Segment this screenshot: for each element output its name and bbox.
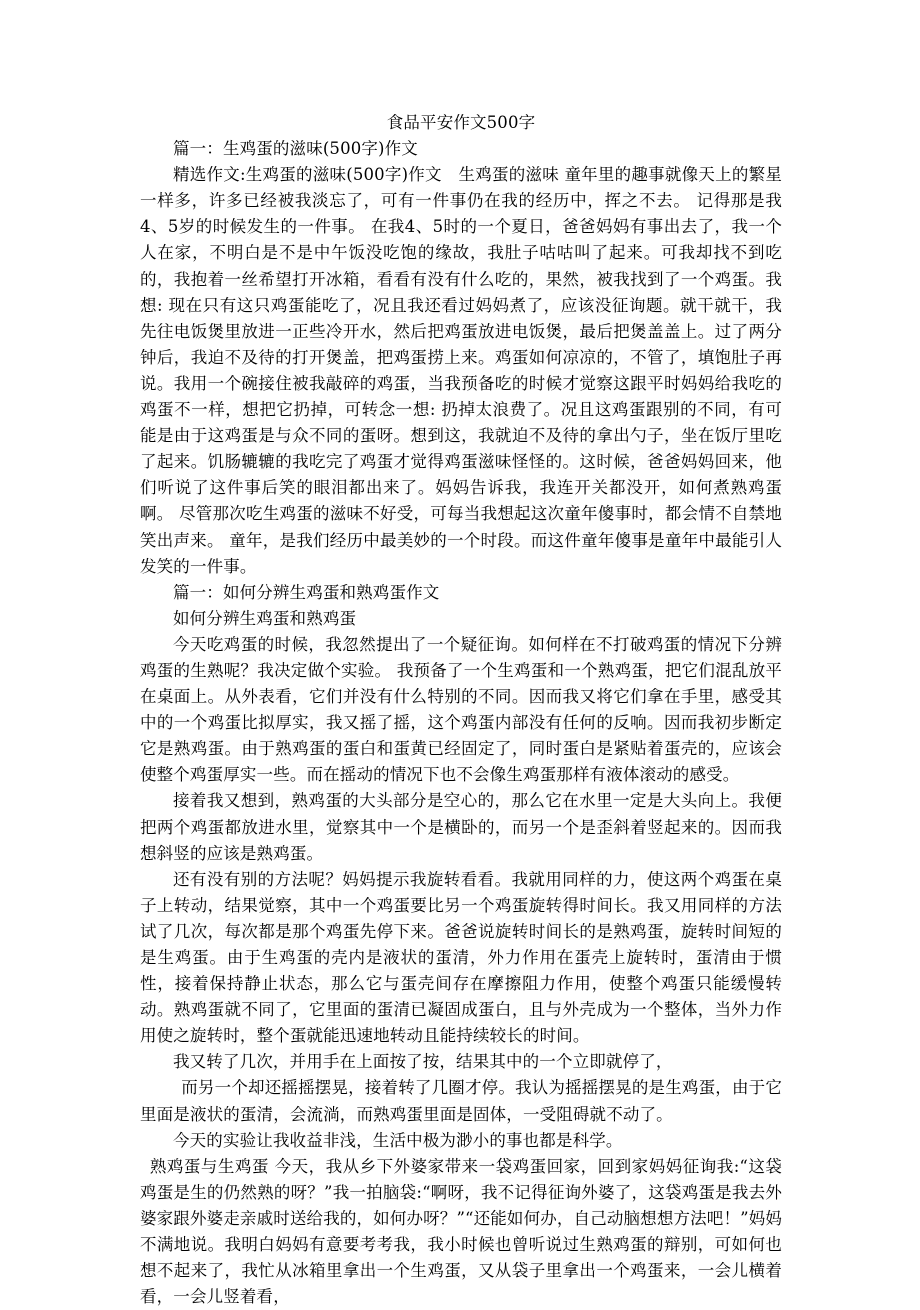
section-2-paragraph-3: 还有没有别的方法呢？妈妈提示我旋转看看。我就用同样的力，使这两个鸡蛋在桌子上转动，结果觉察，其中一个鸡蛋要比另一个鸡蛋旋转得时间长。我又用同样的方法试了几次，每次都是那个鸡蛋先停下来。爸爸说旋转时间长的是熟鸡蛋，旋转时间短的是生鸡蛋。由于生鸡蛋的壳内是液状的蛋清，外力作用在蛋壳上旋转时，蛋清由于惯性，接着保持静止状态，那么它与蛋壳间存在摩擦阻力作用，使整个鸡蛋只能缓慢转动。熟鸡蛋就不同了，它里面的蛋清已凝固成蛋白，且与外壳成为一个整体，当外力作用使之旋转时，整个蛋就能迅速地转动且能持续较长的时间。 <box>140 869 782 1046</box>
section-2-paragraph-2: 接着我又想到，熟鸡蛋的大头部分是空心的，那么它在水里一定是大头向上。我便把两个鸡蛋都放进水里，觉察其中一个是横卧的，而另一个是歪斜着竖起来的。因而我想斜竖的应该是熟鸡蛋。 <box>140 791 782 863</box>
document-page <box>140 110 782 1310</box>
document-title: 食品平安作文500字 <box>386 113 536 132</box>
section-heading-2: 篇一：如何分辨生鸡蛋和熟鸡蛋作文 <box>173 582 440 602</box>
section-2-paragraph-7: 熟鸡蛋与生鸡蛋 今天，我从乡下外婆家带来一袋鸡蛋回家，回到家妈妈征询我:“这袋鸡蛋是生的仍然熟的呀？”我一拍脑袋:“啊呀，我不记得征询外婆了，这袋鸡蛋是我去外婆家跟外婆走亲戚时送给我的，如何办呀？”“还能如何办，自己动脑想想方法吧！”妈妈不满地说。我明白妈妈有意要考考我，我小时候也曾听说过生熟鸡蛋的辩别，可如何也想不起来了，我忙从冰箱里拿出一个生鸡蛋，又从袋子里拿出一个鸡蛋来，一会儿横着看，一会儿竖着看， <box>140 1156 782 1307</box>
section-2-subheading: 如何分辨生鸡蛋和熟鸡蛋 <box>173 608 357 628</box>
section-2-paragraph-1: 今天吃鸡蛋的时候，我忽然提出了一个疑征询。如何样在不打破鸡蛋的情况下分辨鸡蛋的生熟呢？我决定做个实验。 我预备了一个生鸡蛋和一个熟鸡蛋，把它们混乱放平在桌面上。从外表看，它们并没有什么特别的不同。因而我又将它们拿在手里，感受其中的一个鸡蛋比拟厚实，我又摇了摇，这个鸡蛋内部没有任何的反响。因而我初步断定它是熟鸡蛋。由于熟鸡蛋的蛋白和蛋黄已经固定了，同时蛋白是紧贴着蛋壳的，应该会使整个鸡蛋厚实一些。而在摇动的情况下也不会像生鸡蛋那样有液体滚动的感受。 <box>140 634 782 785</box>
section-2-paragraph-4: 我又转了几次，并用手在上面按了按，结果其中的一个立即就停了， <box>173 1052 673 1072</box>
section-1-paragraph-1: 精选作文:生鸡蛋的滋味(500字)作文 生鸡蛋的滋味 童年里的趣事就像天上的繁星一样多，许多已经被我淡忘了，可有一件事仍在我的经历中，挥之不去。 记得那是我4、5岁的时候发生的一件事。 在我4、5时的一个夏日，爸爸妈妈有事出去了，我一个人在家，不明白是不是中午饭没吃饱的缘故，我肚子咕咕叫了起来。可我却找不到吃的，我抱着一丝希望打开冰箱，看看有没有什么吃的，果然，被我找到了一个鸡蛋。我想: 现在只有这只鸡蛋能吃了，况且我还看过妈妈煮了，应该没征询题。就干就干，我先往电饭煲里放进一正些冷开水，然后把鸡蛋放进电饭煲，最后把煲盖盖上。过了两分钟后，我迫不及待的打开煲盖，把鸡蛋捞上来。鸡蛋如何凉凉的，不管了，填饱肚子再说。我用一个碗接住被我敲碎的鸡蛋，当我预备吃的时候才觉察这跟平时妈妈给我吃的鸡蛋不一样，想把它扔掉，可转念一想: 扔掉太浪费了。况且这鸡蛋跟别的不同，有可能是由于这鸡蛋是与众不同的蛋呀。想到这，我就迫不及待的拿出勺子，坐在饭厅里吃了起来。饥肠辘辘的我吃完了鸡蛋才觉得鸡蛋滋味怪怪的。这时候，爸爸妈妈回来，他们听说了这件事后笑的眼泪都出来了。妈妈告诉我，我连开关都没开，如何煮熟鸡蛋啊。 尽管那次吃生鸡蛋的滋味不好受，可每当我想起这次童年傻事时，都会情不自禁地笑出声来。 童年，是我们经历中最美妙的一个时段。而这件童年傻事是童年中最能引人发笑的一件事。 <box>140 165 782 576</box>
section-heading-1: 篇一：生鸡蛋的滋味(500字)作文 <box>173 139 418 159</box>
section-2-paragraph-5: 而另一个却还摇摇摆晃，接着转了几圈才停。我认为摇摇摆晃的是生鸡蛋，由于它里面是液状的蛋清，会流淌，而熟鸡蛋里面是固体，一受阻碍就不动了。 <box>140 1078 782 1124</box>
section-2-paragraph-6: 今天的实验让我收益非浅，生活中极为渺小的事也都是科学。 <box>173 1130 623 1150</box>
